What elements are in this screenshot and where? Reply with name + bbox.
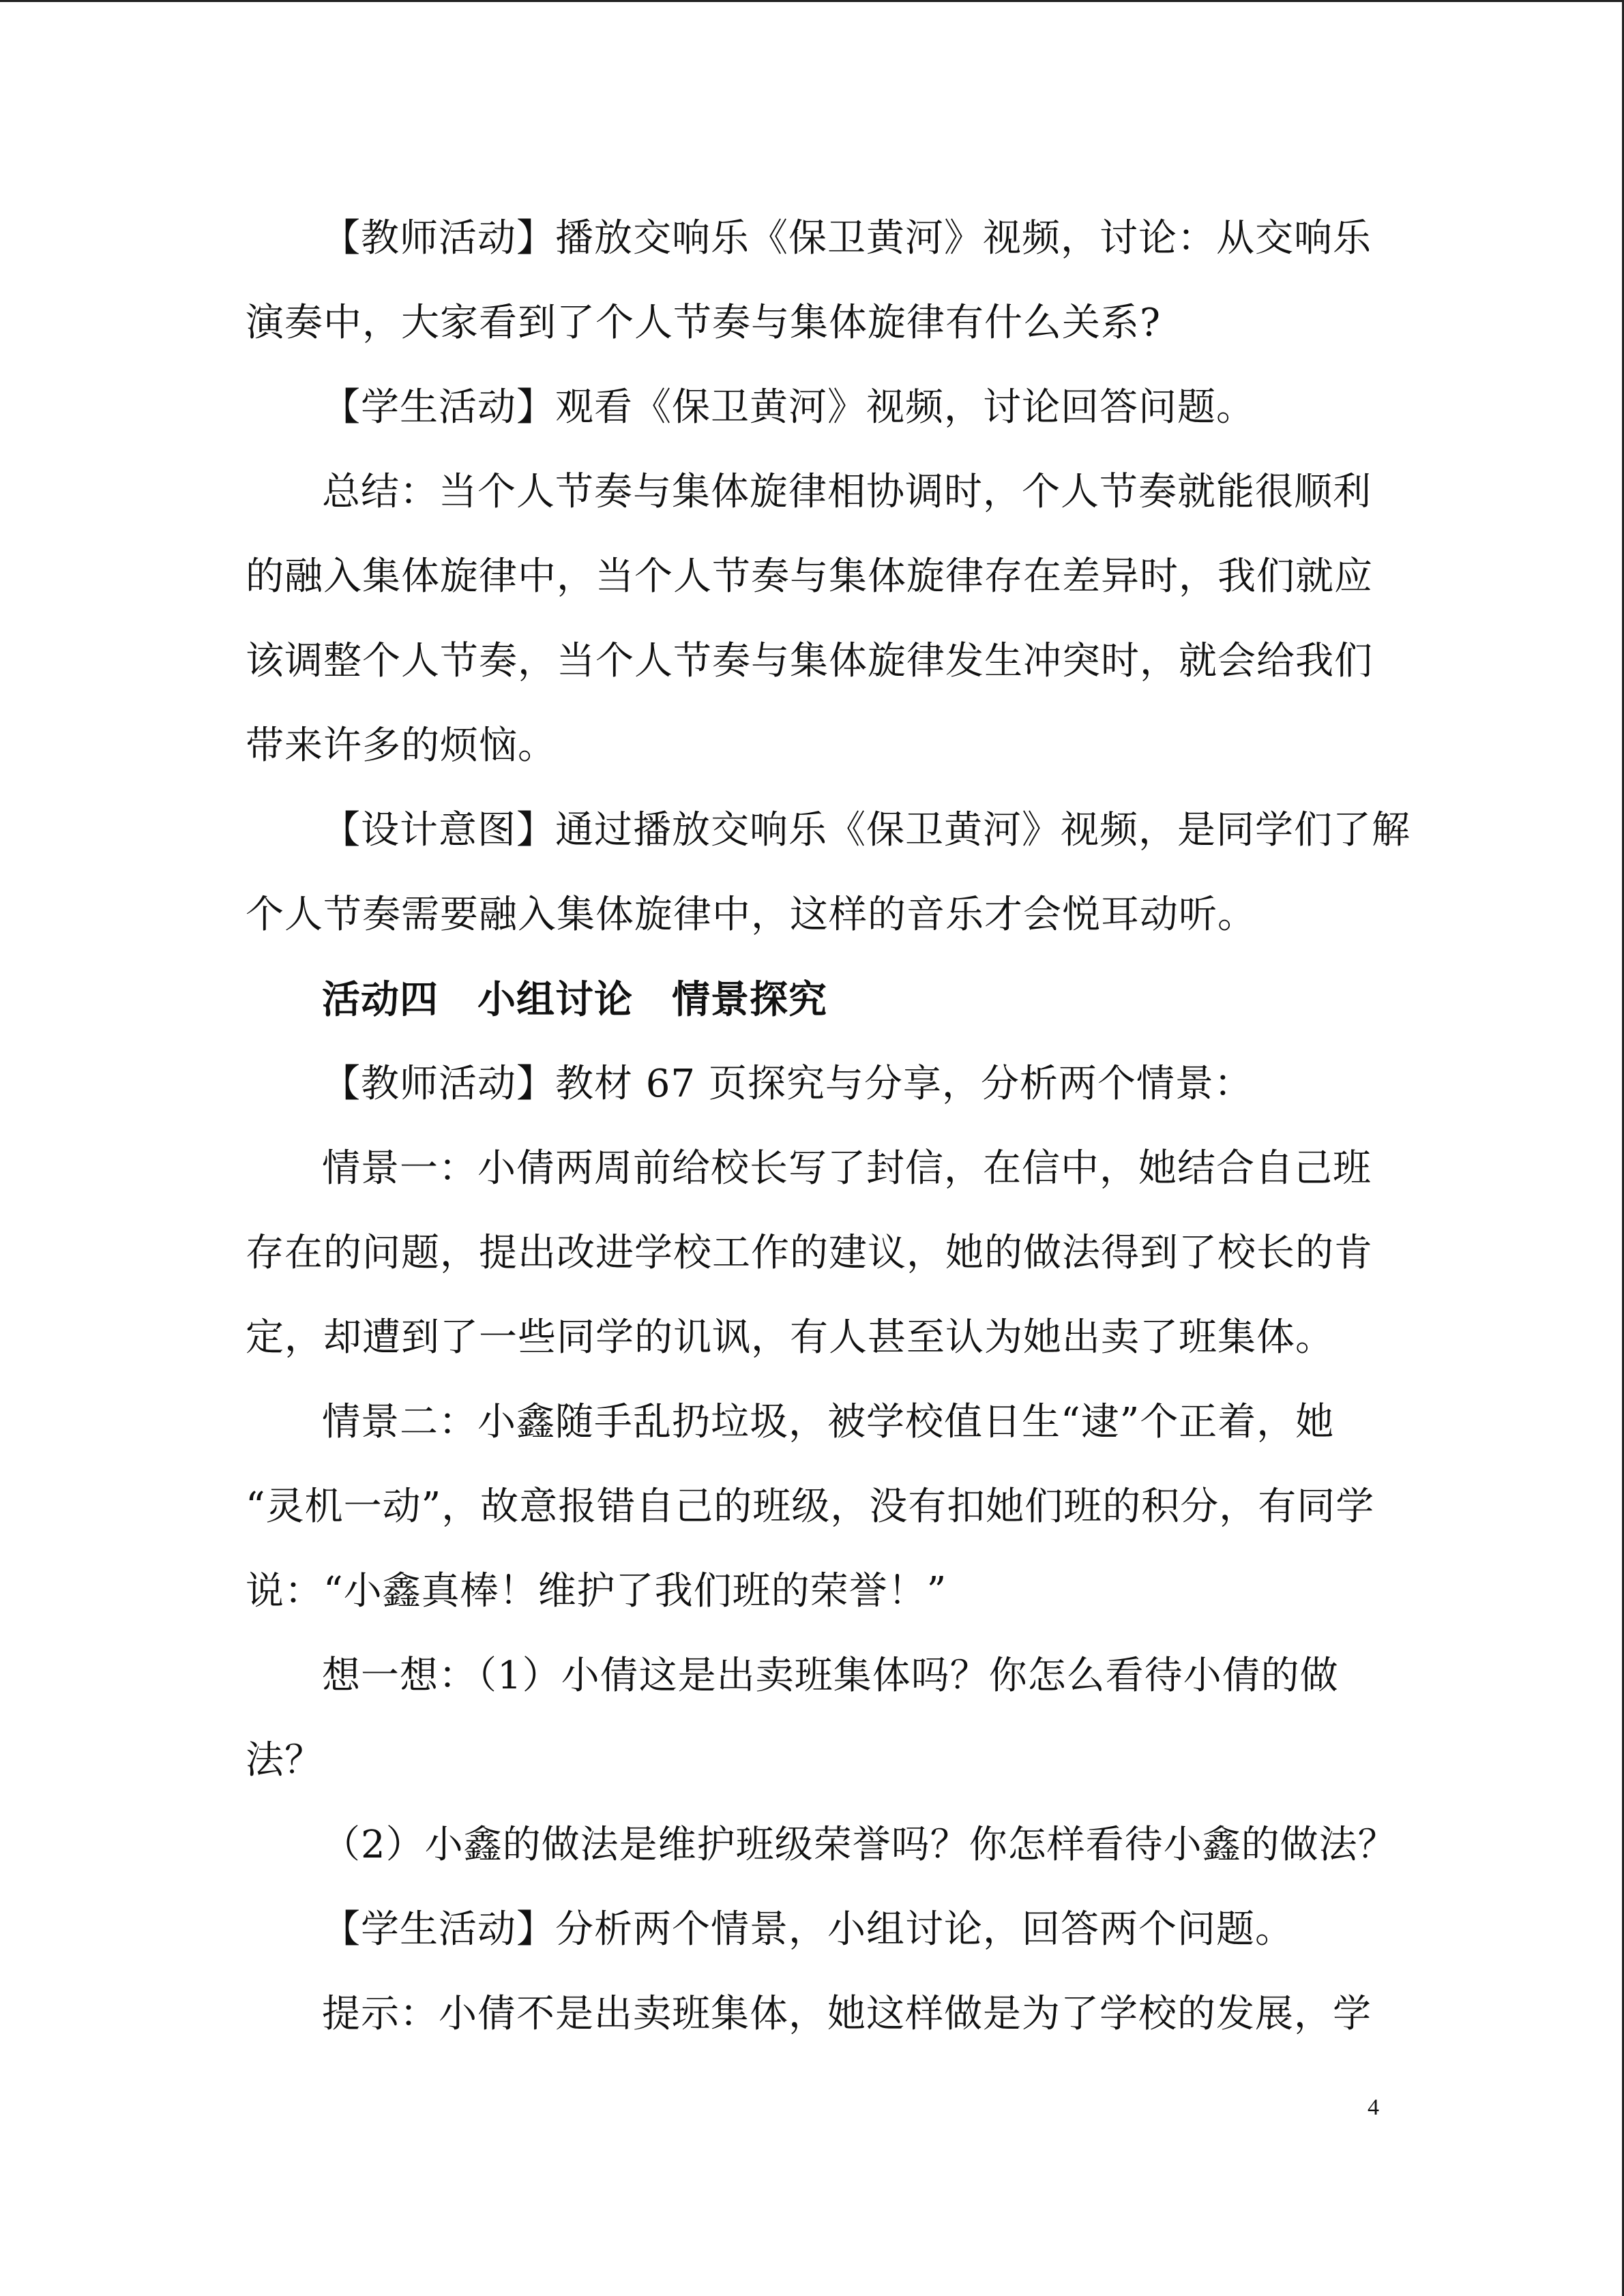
page-top-border: [0, 0, 1624, 2]
text-line: 说：“小鑫真棒！维护了我们班的荣誉！”: [246, 1569, 947, 1613]
text-line: 想一想：（1）小倩这是出卖班集体吗？你怎么看待小倩的做: [322, 1654, 1339, 1698]
text-line: 个人节奏需要融入集体旋律中，这样的音乐才会悦耳动听。: [246, 893, 1256, 937]
page-number: 4: [1368, 2095, 1379, 2120]
document-body: [246, 196, 1411, 2057]
text-line: 存在的问题，提出改进学校工作的建议，她的做法得到了校长的肯: [246, 1231, 1373, 1275]
text-line: 的融入集体旋律中，当个人节奏与集体旋律存在差异时，我们就应: [246, 554, 1373, 599]
text-line: 法？: [246, 1738, 323, 1783]
text-line: 【教师活动】教材 67 页探究与分享，分析两个情景：: [322, 1062, 1253, 1106]
text-line: 情景二：小鑫随手乱扔垃圾，被学校值日生“逮”个正着，她: [322, 1400, 1335, 1444]
text-line: 情景一：小倩两周前给校长写了封信，在信中，她结合自己班: [322, 1146, 1372, 1191]
text-line: “灵机一动”，故意报错自己的班级，没有扣她们班的积分，有同学: [246, 1485, 1375, 1529]
text-line: 该调整个人节奏，当个人节奏与集体旋律发生冲突时，就会给我们: [246, 639, 1373, 683]
text-line: 提示：小倩不是出卖班集体，她这样做是为了学校的发展，学: [322, 1992, 1372, 2036]
text-line: 【教师活动】播放交响乐《保卫黄河》视频，讨论：从交响乐: [322, 216, 1372, 260]
text-line: 带来许多的烦恼。: [246, 724, 557, 768]
text-line: 演奏中，大家看到了个人节奏与集体旋律有什么关系?: [246, 301, 1162, 345]
text-line: （2）小鑫的做法是维护班级荣誉吗？你怎样看待小鑫的做法？: [322, 1823, 1397, 1867]
text-line: 【学生活动】观看《保卫黄河》视频，讨论回答问题。: [322, 385, 1255, 430]
section-heading: 活动四 小组讨论 情景探究: [322, 977, 827, 1022]
text-line: 定，却遭到了一些同学的讥讽，有人甚至认为她出卖了班集体。: [246, 1315, 1334, 1360]
text-line: 【设计意图】通过播放交响乐《保卫黄河》视频，是同学们了解: [322, 808, 1411, 852]
text-line: 总结：当个人节奏与集体旋律相协调时，个人节奏就能很顺利: [322, 470, 1372, 514]
text-line: 【学生活动】分析两个情景，小组讨论，回答两个问题。: [322, 1907, 1294, 1952]
